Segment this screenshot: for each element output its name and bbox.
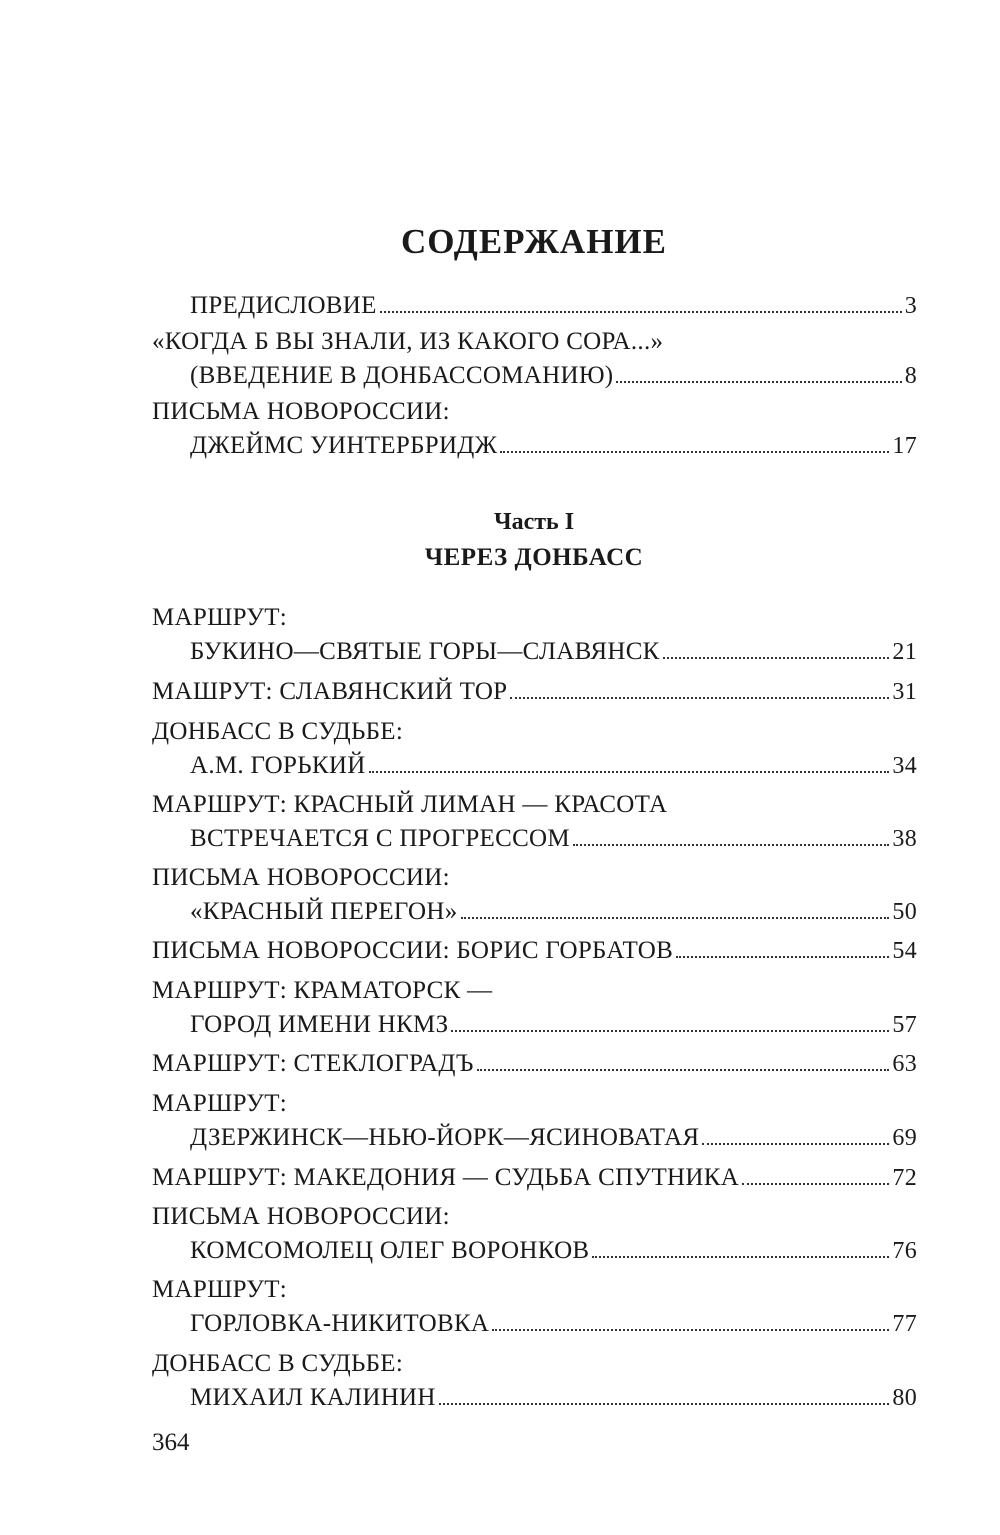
toc-entry-heading: МАРШРУТ:: [152, 1090, 288, 1117]
dot-leader: [380, 311, 902, 313]
toc-entry-page: 57: [892, 1012, 917, 1038]
toc-entry-heading: МАРШРУТ: КРАСНЫЙ ЛИМАН — КРАСОТА: [152, 791, 668, 818]
toc-entry-page: 63: [892, 1051, 917, 1077]
toc-entry[interactable]: [190, 636, 917, 668]
toc-entry[interactable]: [152, 935, 917, 967]
toc-entry-title: ДЗЕРЖИНСК—НЬЮ-ЙОРК—ЯСИНОВАТАЯ: [190, 1124, 700, 1151]
toc-entry[interactable]: [190, 1122, 917, 1154]
toc-entry[interactable]: [190, 1009, 917, 1041]
dot-leader: [616, 381, 901, 383]
toc-entry-title: ПИСЬМА НОВОРОССИИ: БОРИС ГОРБАТОВ: [152, 937, 674, 964]
toc-entry-page: 54: [892, 938, 917, 964]
toc-entry-heading: МАРШРУТ:: [152, 1276, 288, 1303]
toc-entry-page: 80: [892, 1385, 917, 1411]
page-title: СОДЕРЖАНИЕ: [400, 222, 667, 261]
toc-entry[interactable]: [152, 1048, 917, 1080]
part-title: ЧЕРЕЗ ДОНБАСС: [424, 544, 644, 571]
toc-entry-title: КОМСОМОЛЕЦ ОЛЕГ ВОРОНКОВ: [190, 1237, 590, 1264]
toc-entry[interactable]: [190, 1235, 917, 1267]
toc-entry-page: 34: [892, 753, 917, 779]
toc-entry[interactable]: [190, 290, 917, 322]
toc-entry-title: МАРШРУТ: МАКЕДОНИЯ — СУДЬБА СПУТНИКА: [152, 1164, 740, 1191]
toc-entry-page: 8: [904, 363, 917, 389]
toc-entry-title: МИХАИЛ КАЛИНИН: [190, 1384, 436, 1411]
toc-entry[interactable]: [190, 430, 917, 462]
dot-leader: [492, 1329, 889, 1331]
dot-leader: [573, 844, 889, 846]
toc-entry-heading: «КОГДА Б ВЫ ЗНАЛИ, ИЗ КАКОГО СОРА...»: [152, 328, 664, 355]
toc-entry-page: 77: [892, 1311, 917, 1337]
toc-entry-title: ГОРЛОВКА-НИКИТОВКА: [190, 1310, 490, 1337]
dot-leader: [663, 657, 890, 659]
toc-entry-heading: ДОНБАСС В СУДЬБЕ:: [152, 1350, 404, 1377]
dot-leader: [477, 1069, 890, 1071]
dot-leader: [742, 1183, 889, 1185]
toc-entry-title: ВСТРЕЧАЕТСЯ С ПРОГРЕССОМ: [190, 825, 570, 852]
toc-entry-page: 21: [892, 639, 917, 665]
toc-entry[interactable]: [190, 750, 917, 782]
toc-entry[interactable]: [152, 676, 917, 708]
toc-entry-heading: ПИСЬМА НОВОРОССИИ:: [152, 398, 450, 425]
dot-leader: [369, 771, 890, 773]
dot-leader: [592, 1256, 889, 1258]
dot-leader: [461, 917, 890, 919]
toc-entry-title: БУКИНО—СВЯТЫЕ ГОРЫ—СЛАВЯНСК: [190, 638, 660, 665]
dot-leader: [451, 1030, 889, 1032]
toc-entry-title: ДЖЕЙМС УИНТЕРБРИДЖ: [190, 432, 498, 459]
toc-entry-page: 17: [892, 433, 917, 459]
part-label: Часть I: [493, 509, 575, 535]
dot-leader: [439, 1403, 890, 1405]
toc-entry-page: 50: [892, 899, 917, 925]
toc-entry-title: ПРЕДИСЛОВИЕ: [190, 292, 377, 319]
toc-entry-page: 31: [892, 679, 917, 705]
dot-leader: [676, 956, 889, 958]
toc-entry-page: 69: [892, 1125, 917, 1151]
toc-entry-title: А.М. ГОРЬКИЙ: [190, 752, 366, 779]
toc-entry-heading: МАРШРУТ:: [152, 604, 288, 631]
toc-entry-title: ГОРОД ИМЕНИ НКМЗ: [190, 1011, 449, 1038]
toc-entry-heading: ПИСЬМА НОВОРОССИИ:: [152, 864, 450, 891]
toc-entry-page: 76: [892, 1238, 917, 1264]
toc-entry-title: (ВВЕДЕНИЕ В ДОНБАССОМАНИЮ): [190, 362, 614, 389]
toc-entry-heading: ДОНБАСС В СУДЬБЕ:: [152, 718, 404, 745]
toc-entry-title: МАШРУТ: СЛАВЯНСКИЙ ТОР: [152, 678, 508, 705]
toc-entry-title: МАРШРУТ: СТЕКЛОГРАДЪ: [152, 1050, 474, 1077]
dot-leader: [702, 1143, 889, 1145]
toc-entry-heading: ПИСЬМА НОВОРОССИИ:: [152, 1203, 450, 1230]
toc-entry[interactable]: [190, 360, 917, 392]
toc-entry[interactable]: [152, 1162, 917, 1194]
toc-entry[interactable]: [190, 896, 917, 928]
toc-entry-page: 72: [892, 1165, 917, 1191]
toc-entry[interactable]: [190, 1382, 917, 1414]
toc-entry-title: «КРАСНЫЙ ПЕРЕГОН»: [190, 898, 458, 925]
toc-entry-page: 38: [892, 826, 917, 852]
dot-leader: [510, 697, 889, 699]
toc-entry[interactable]: [190, 1308, 917, 1340]
toc-entry[interactable]: [190, 823, 917, 855]
dot-leader: [500, 451, 889, 453]
page-number: 364: [152, 1429, 190, 1456]
toc-entry-page: 3: [904, 293, 917, 319]
toc-entry-heading: МАРШРУТ: КРАМАТОРСК —: [152, 977, 493, 1004]
